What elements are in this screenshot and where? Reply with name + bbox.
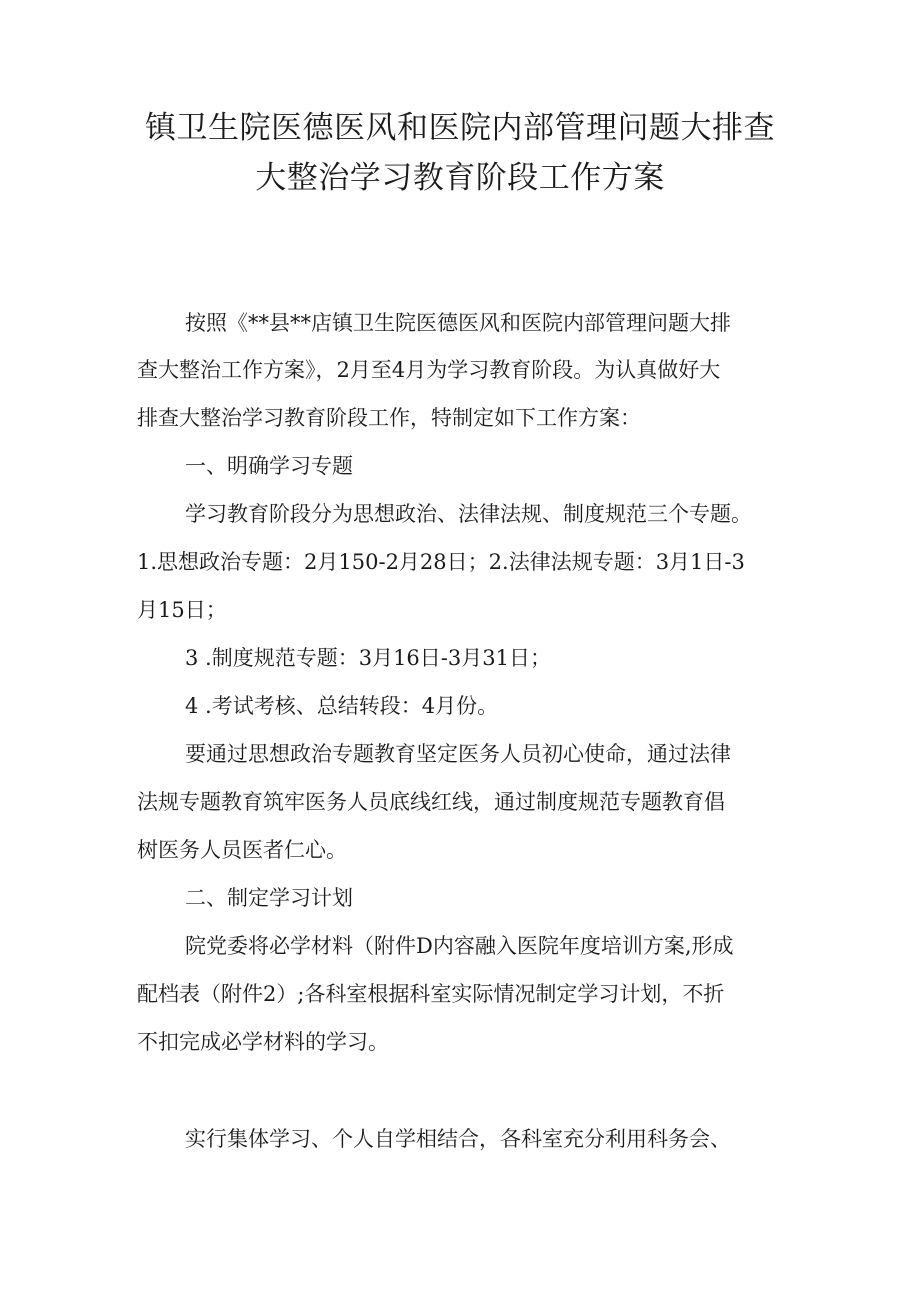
paragraph-line: 按照《**县**店镇卫生院医德医风和医院内部管理问题大排 (185, 311, 731, 335)
paragraph-line: 法规专题教育筑牢医务人员底线红线，通过制度规范专题教育倡 (137, 790, 725, 814)
paragraph-line: 配档表（附件2）;各科室根据科室实际情况制定学习计划，不折 (137, 982, 725, 1006)
paragraph-line: 要通过思想政治专题教育坚定医务人员初心使命，通过法律 (185, 742, 731, 766)
paragraph-line: 查大整治工作方案》，2月至4月为学习教育阶段。为认真做好大 (137, 358, 721, 382)
paragraph-line: 不扣完成必学材料的学习。 (137, 1030, 389, 1054)
list-item: 3 .制度规范专题：3月16日-3月31日； (185, 646, 551, 670)
paragraph-line: 实行集体学习、个人自学相结合，各科室充分利用科务会、 (185, 1127, 731, 1151)
paragraph-line: 学习教育阶段分为思想政治、法律法规、制度规范三个专题。 (185, 502, 752, 526)
paragraph-line: 1.思想政治专题：2月150-2月28日；2.法律法规专题：3月1日-3 (137, 550, 745, 574)
paragraph-line: 月15日； (137, 598, 227, 622)
section-heading: 一、明确学习专题 (185, 454, 353, 478)
paragraph-line: 院党委将必学材料（附件D内容融入医院年度培训方案,形成 (185, 934, 734, 958)
section-heading: 二、制定学习计划 (185, 886, 353, 910)
paragraph-line: 排查大整治学习教育阶段工作，特制定如下工作方案： (137, 406, 641, 430)
list-item: 4 .考试考核、总结转段：4月份。 (185, 694, 499, 718)
document-title-line-1: 镇卫生院医德医风和医院内部管理问题大排查 (145, 110, 775, 146)
paragraph-line: 树医务人员医者仁心。 (137, 838, 347, 862)
document-title-line-2: 大整治学习教育阶段工作方案 (255, 160, 665, 196)
